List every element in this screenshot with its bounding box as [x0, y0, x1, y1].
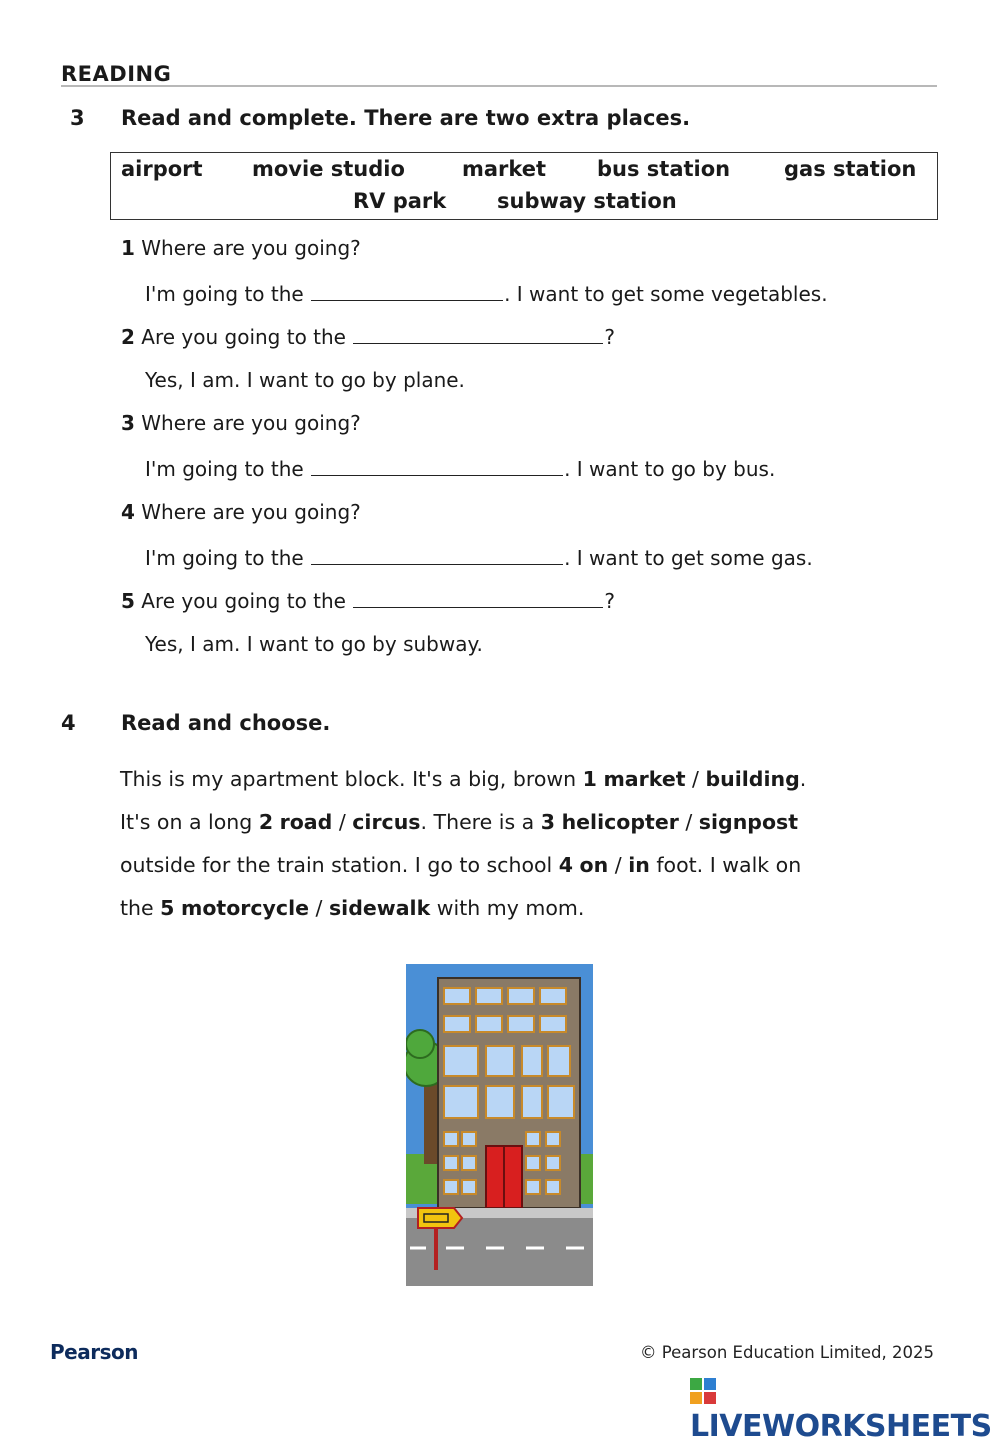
item-4-answer — [145, 546, 813, 570]
answer-text: I'm going to the — [145, 546, 304, 570]
copyright-notice: © Pearson Education Limited, 2025 — [640, 1343, 934, 1362]
item-number: 3 — [121, 411, 135, 435]
choice-option[interactable]: road — [279, 810, 333, 834]
word-bank-item: market — [462, 157, 547, 181]
text: outside for the train station. I go to school — [120, 853, 559, 877]
item-3-question — [121, 411, 361, 435]
exercise-4-instruction: Read and choose. — [121, 711, 331, 735]
brand-name: LIVEWORKSHEETS — [690, 1409, 992, 1444]
slash: / — [309, 896, 329, 920]
question-text: Where are you going? — [141, 236, 361, 260]
pearson-logo: Pearson — [50, 1340, 138, 1364]
choice-option[interactable]: sidewalk — [328, 896, 431, 920]
tree-foliage — [406, 1030, 434, 1058]
tree-trunk — [424, 1074, 438, 1164]
answer-blank[interactable] — [311, 548, 563, 565]
item-1-question — [121, 236, 361, 260]
choice-option[interactable]: motorcycle — [180, 896, 310, 920]
choice-number: 4 — [558, 853, 574, 877]
reading-paragraph-line — [120, 810, 798, 834]
answer-text: I'm going to the — [145, 282, 304, 306]
item-2-answer: Yes, I am. I want to go by plane. — [145, 368, 465, 392]
choice-option[interactable]: building — [705, 767, 800, 791]
question-text: Where are you going? — [141, 411, 361, 435]
exercise-3-instruction: Read and complete. There are two extra places. — [121, 106, 691, 130]
reading-paragraph-line — [120, 767, 806, 791]
exercise-3-number: 3 — [70, 106, 85, 130]
slash: / — [678, 810, 699, 834]
choice-number: 3 — [540, 810, 556, 834]
choice-option[interactable]: signpost — [698, 810, 799, 834]
choice-number: 5 — [160, 896, 175, 920]
question-text: Are you going to the — [141, 589, 346, 613]
item-number: 4 — [121, 500, 135, 524]
word-bank-item: subway station — [497, 189, 677, 213]
signpost-pole — [434, 1222, 438, 1270]
word-bank-item: movie studio — [252, 157, 405, 181]
item-3-answer — [145, 457, 775, 481]
word-bank-item: airport — [121, 157, 203, 181]
choice-option[interactable]: circus — [352, 810, 421, 834]
item-4-question — [121, 500, 361, 524]
reading-paragraph-line — [120, 853, 801, 877]
choice-option[interactable]: helicopter — [561, 810, 679, 834]
item-5-question — [121, 589, 615, 613]
text: It's on a long — [120, 810, 259, 834]
liveworksheets-icon — [690, 1378, 716, 1404]
item-number: 1 — [121, 236, 135, 260]
exercise-4-number: 4 — [61, 711, 76, 735]
answer-blank[interactable] — [311, 284, 503, 301]
slash: / — [685, 767, 706, 791]
question-text: ? — [604, 589, 615, 613]
word-bank-item: bus station — [597, 157, 731, 181]
answer-blank[interactable] — [311, 459, 563, 476]
text: foot. I walk on — [649, 853, 802, 877]
item-number: 5 — [121, 589, 135, 613]
word-bank-item: gas station — [784, 157, 917, 181]
choice-option[interactable]: in — [628, 853, 650, 877]
item-1-answer — [145, 282, 828, 306]
text: . — [799, 767, 807, 791]
reading-paragraph-line — [120, 896, 584, 920]
slash: / — [608, 853, 629, 877]
answer-text: . I want to get some vegetables. — [504, 282, 828, 306]
section-divider — [61, 85, 937, 87]
item-2-question — [121, 325, 615, 349]
choice-option[interactable]: market — [603, 767, 686, 791]
choice-number: 1 — [582, 767, 597, 791]
word-bank-item: RV park — [353, 189, 447, 213]
text: the — [120, 896, 161, 920]
item-5-answer: Yes, I am. I want to go by subway. — [145, 632, 483, 656]
apartment-building-illustration — [406, 964, 593, 1286]
section-title: READING — [61, 62, 172, 86]
liveworksheets-logo — [690, 1374, 1000, 1444]
question-text: Are you going to the — [141, 325, 346, 349]
item-number: 2 — [121, 325, 135, 349]
word-bank-box — [110, 152, 938, 220]
answer-text: . I want to go by bus. — [564, 457, 776, 481]
answer-text: . I want to get some gas. — [564, 546, 813, 570]
choice-number: 2 — [258, 810, 274, 834]
choice-option[interactable]: on — [579, 853, 609, 877]
text: This is my apartment block. It's a big, brown — [120, 767, 583, 791]
answer-blank[interactable] — [353, 591, 603, 608]
answer-blank[interactable] — [353, 327, 603, 344]
question-text: Where are you going? — [141, 500, 361, 524]
text: with my mom. — [430, 896, 585, 920]
slash: / — [332, 810, 353, 834]
text: . There is a — [420, 810, 541, 834]
answer-text: I'm going to the — [145, 457, 304, 481]
question-text: ? — [604, 325, 615, 349]
